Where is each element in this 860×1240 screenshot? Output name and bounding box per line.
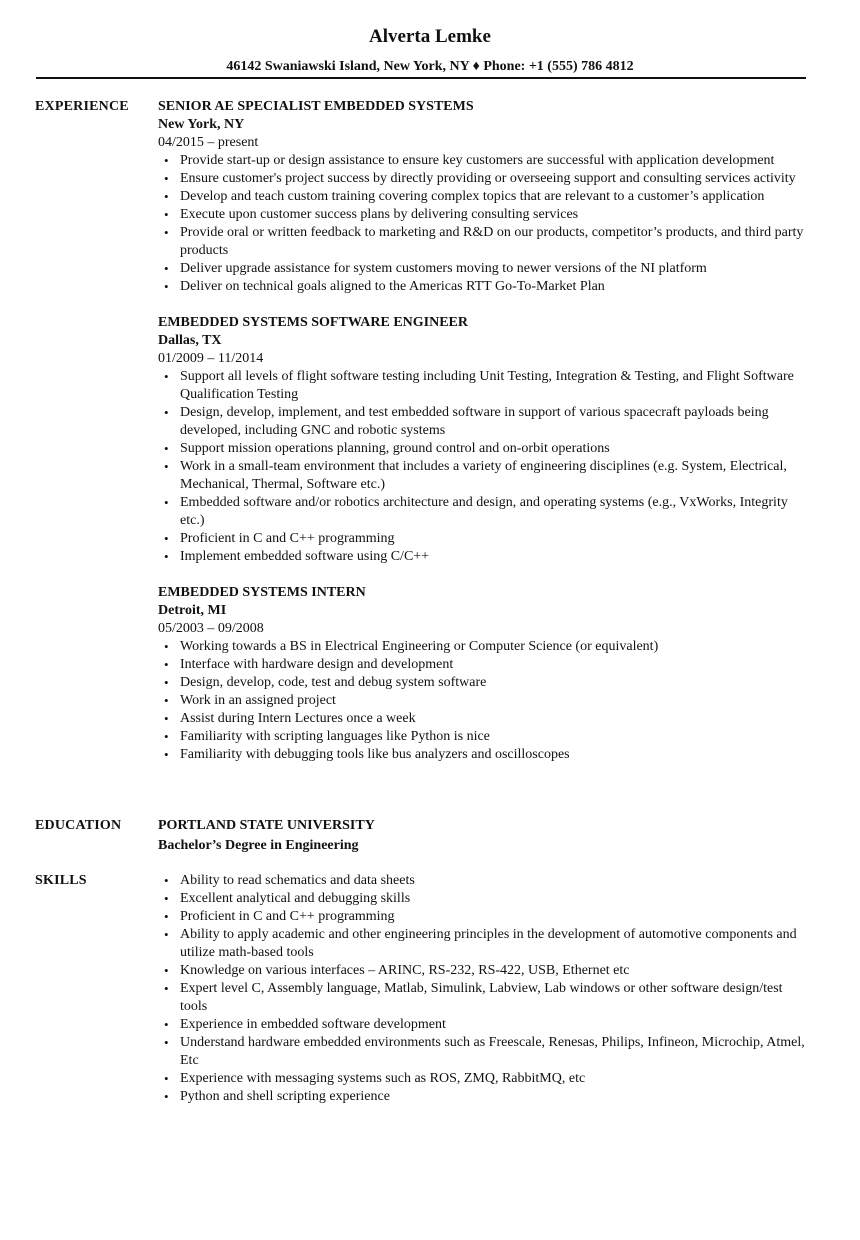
bullet-item: • Design, develop, code, test and debug system software [158, 674, 808, 692]
job-title: EMBEDDED SYSTEMS INTERN [158, 585, 366, 600]
skills-list [158, 872, 808, 1106]
bullet-item: • Ensure customer's project success by directly providing or overseeing support and consulting services activity [158, 170, 808, 188]
job-entry [158, 98, 808, 296]
bullet-item: • Provide start-up or design assistance to ensure key customers are successful with application development [158, 152, 808, 170]
job-dates: 01/2009 – 11/2014 [158, 351, 264, 366]
bullet-item: • Work in a small-team environment that includes a variety of engineering disciplines (e.g. System, Electrical, Mechanical, Thermal, Software etc.) [158, 458, 808, 494]
skill-item: • Proficient in C and C++ programming [158, 908, 808, 926]
header-divider [36, 77, 806, 79]
job-title: SENIOR AE SPECIALIST EMBEDDED SYSTEMS [158, 99, 474, 114]
bullet-item: • Implement embedded software using C/C++ [158, 548, 808, 566]
section-label-skills: SKILLS [35, 873, 87, 888]
degree-name: Bachelor’s Degree in Engineering [158, 838, 359, 853]
education-entry [158, 817, 808, 855]
job-dates: 04/2015 – present [158, 135, 259, 150]
skill-item: • Experience in embedded software development [158, 1016, 808, 1034]
job-location: Detroit, MI [158, 603, 227, 618]
job-dates: 05/2003 – 09/2008 [158, 621, 264, 636]
job-location: Dallas, TX [158, 333, 222, 348]
skill-item: • Experience with messaging systems such as ROS, ZMQ, RabbitMQ, etc [158, 1070, 808, 1088]
bullet-item: • Deliver on technical goals aligned to the Americas RTT Go-To-Market Plan [158, 278, 808, 296]
skill-item: • Knowledge on various interfaces – ARINC, RS-232, RS-422, USB, Ethernet etc [158, 962, 808, 980]
bullet-item: • Interface with hardware design and development [158, 656, 808, 674]
contact-line: 46142 Swaniawski Island, New York, NY ♦ Phone: +1 (555) 786 4812 [226, 59, 634, 74]
bullet-item: • Working towards a BS in Electrical Engineering or Computer Science (or equivalent) [158, 638, 808, 656]
bullet-item: • Provide oral or written feedback to marketing and R&D on our products, competitor’s products, and third party products [158, 224, 808, 260]
skill-item: • Ability to read schematics and data sheets [158, 872, 808, 890]
bullet-item: • Support mission operations planning, ground control and on-orbit operations [158, 440, 808, 458]
bullet-item: • Deliver upgrade assistance for system customers moving to newer versions of the NI platform [158, 260, 808, 278]
bullet-item: • Embedded software and/or robotics architecture and design, and operating systems (e.g., VxWorks, Integrity etc.) [158, 494, 808, 530]
skill-item: • Python and shell scripting experience [158, 1088, 808, 1106]
job-location: New York, NY [158, 117, 245, 132]
job-entry [158, 314, 808, 566]
candidate-name: Alverta Lemke [369, 26, 491, 47]
job-bullets [158, 152, 808, 296]
bullet-item: • Support all levels of flight software testing including Unit Testing, Integration & Testing, and Flight Software Qualification Testing [158, 368, 808, 404]
job-title: EMBEDDED SYSTEMS SOFTWARE ENGINEER [158, 315, 469, 330]
skill-item: • Excellent analytical and debugging skills [158, 890, 808, 908]
job-bullets [158, 638, 808, 764]
bullet-item: • Familiarity with debugging tools like bus analyzers and oscilloscopes [158, 746, 808, 764]
bullet-item: • Develop and teach custom training covering complex topics that are relevant to a customer’s application [158, 188, 808, 206]
bullet-item: • Execute upon customer success plans by delivering consulting services [158, 206, 808, 224]
job-entry [158, 584, 808, 764]
section-label-education: EDUCATION [35, 818, 122, 833]
skill-item: • Ability to apply academic and other engineering principles in the development of automotive components and utilize math-based tools [158, 926, 808, 962]
job-bullets [158, 368, 808, 566]
bullet-item: • Design, develop, implement, and test embedded software in support of various spacecraft payloads being developed, including GNC and robotic systems [158, 404, 808, 440]
bullet-item: • Proficient in C and C++ programming [158, 530, 808, 548]
resume-header [0, 26, 860, 76]
skill-item: • Expert level C, Assembly language, Matlab, Simulink, Labview, Lab windows or other software design/test tools [158, 980, 808, 1016]
skills-list-container [158, 872, 808, 1106]
bullet-item: • Assist during Intern Lectures once a week [158, 710, 808, 728]
skill-item: • Understand hardware embedded environments such as Freescale, Renesas, Philips, Infineon, Microchip, Atmel, Etc [158, 1034, 808, 1070]
section-label-experience: EXPERIENCE [35, 99, 129, 114]
bullet-item: • Familiarity with scripting languages like Python is nice [158, 728, 808, 746]
school-name: PORTLAND STATE UNIVERSITY [158, 818, 375, 833]
experience-list [158, 98, 808, 782]
bullet-item: • Work in an assigned project [158, 692, 808, 710]
